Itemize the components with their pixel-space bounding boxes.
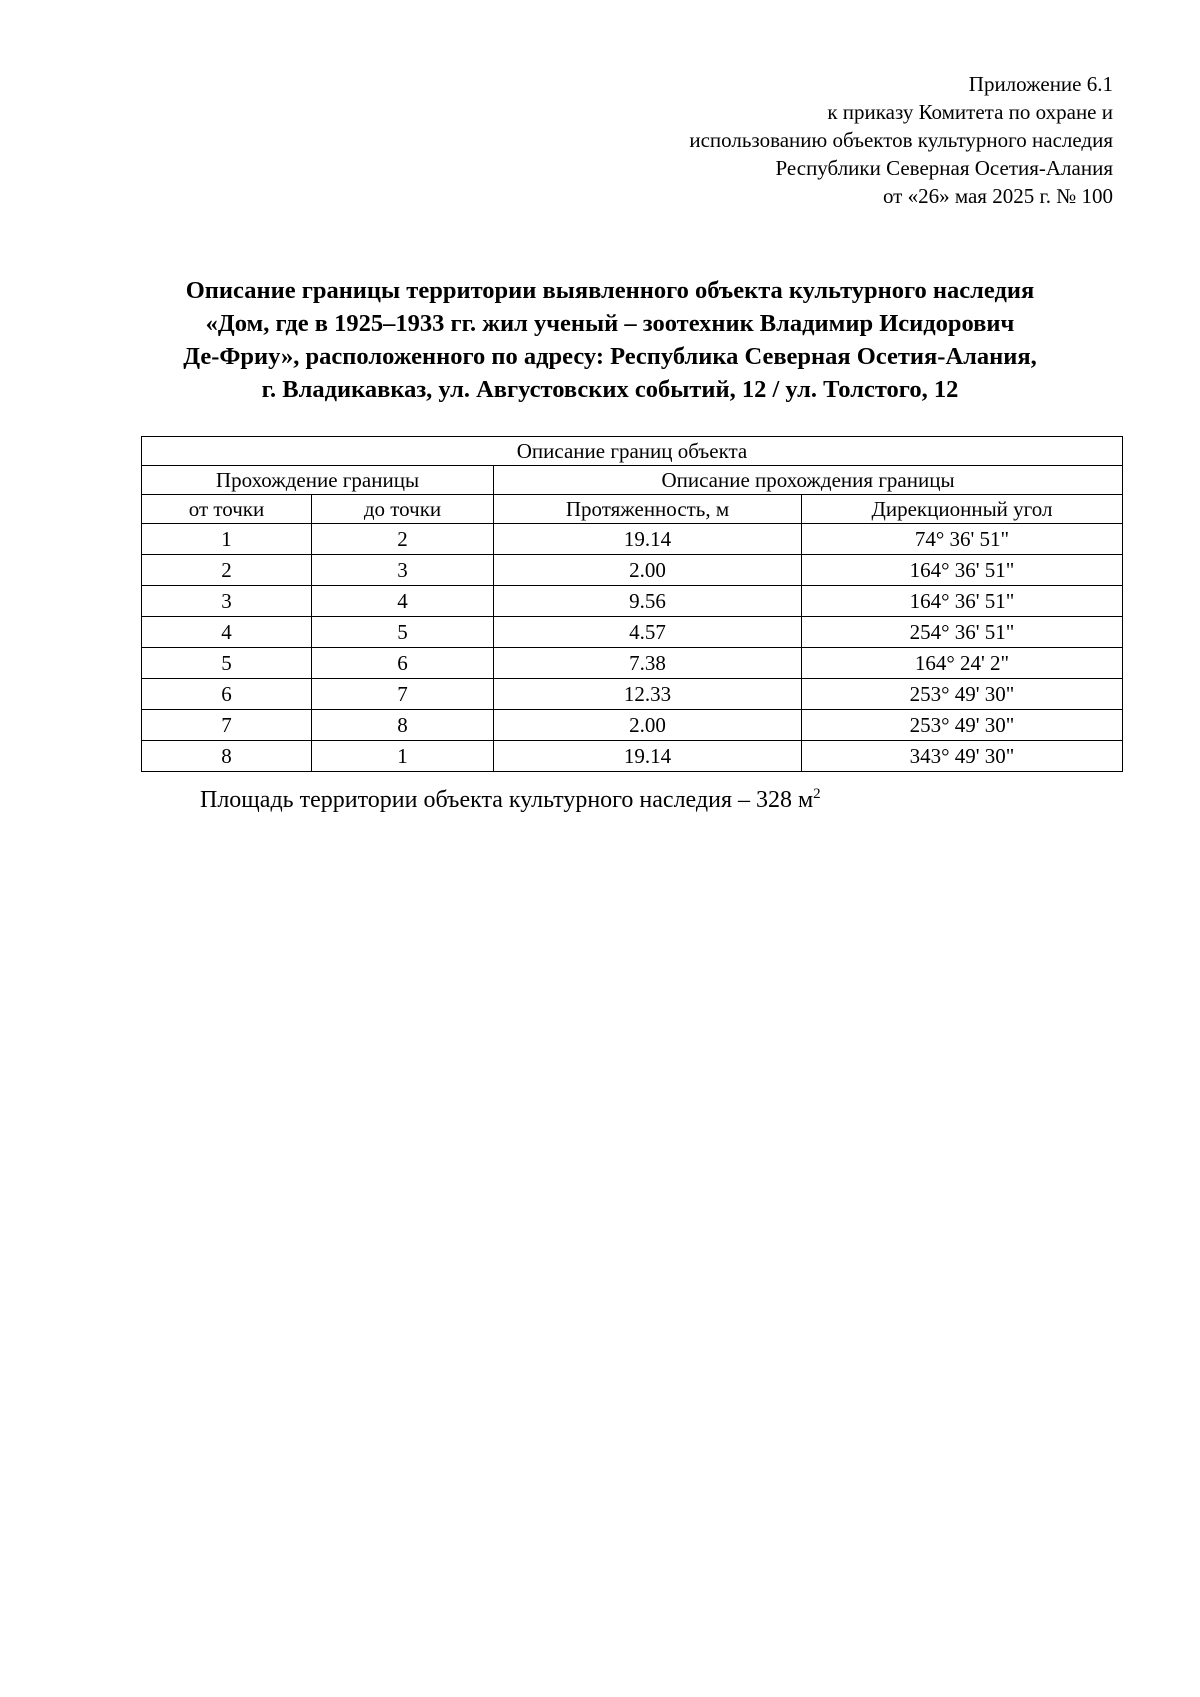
table-row xyxy=(142,648,1123,679)
title-line: г. Владикавказ, ул. Августовских событий, 12 / ул. Толстого, 12 xyxy=(261,376,959,403)
table-row xyxy=(142,679,1123,710)
column-header-to: до точки xyxy=(312,495,494,524)
cell-length: 9.56 xyxy=(494,586,802,617)
cell-angle: 253° 49' 30" xyxy=(802,679,1123,710)
area-unit-superscript: 2 xyxy=(813,786,821,802)
table-column-header-row xyxy=(142,495,1123,524)
column-header-angle: Дирекционный угол xyxy=(802,495,1123,524)
cell-length: 7.38 xyxy=(494,648,802,679)
cell-length: 19.14 xyxy=(494,741,802,772)
annex-line: использованию объектов культурного наследия xyxy=(689,128,1113,152)
table-row xyxy=(142,710,1123,741)
cell-angle: 343° 49' 30" xyxy=(802,741,1123,772)
area-text: Площадь территории объекта культурного наследия – 328 м xyxy=(200,787,814,813)
annex-line: от «26» мая 2025 г. № 100 xyxy=(882,184,1113,208)
cell-angle: 74° 36' 51" xyxy=(802,524,1123,555)
column-header-length: Протяженность, м xyxy=(494,495,802,524)
cell-length: 2.00 xyxy=(494,710,802,741)
cell-to: 7 xyxy=(312,679,494,710)
cell-angle: 253° 49' 30" xyxy=(802,710,1123,741)
table-group-header-row xyxy=(142,466,1123,495)
cell-to: 6 xyxy=(312,648,494,679)
annex-line: Приложение 6.1 xyxy=(968,72,1113,96)
document-title xyxy=(130,274,1090,406)
cell-length: 4.57 xyxy=(494,617,802,648)
boundary-table xyxy=(141,436,1123,772)
cell-to: 5 xyxy=(312,617,494,648)
cell-to: 2 xyxy=(312,524,494,555)
cell-from: 1 xyxy=(142,524,312,555)
column-header-from: от точки xyxy=(142,495,312,524)
table-caption: Описание границ объекта xyxy=(142,437,1123,466)
annex-line: к приказу Комитета по охране и xyxy=(827,100,1113,124)
cell-to: 3 xyxy=(312,555,494,586)
annex-line: Республики Северная Осетия-Алания xyxy=(775,156,1113,180)
cell-length: 2.00 xyxy=(494,555,802,586)
cell-angle: 164° 36' 51" xyxy=(802,555,1123,586)
cell-length: 19.14 xyxy=(494,524,802,555)
cell-from: 5 xyxy=(142,648,312,679)
cell-angle: 164° 24' 2" xyxy=(802,648,1123,679)
cell-to: 8 xyxy=(312,710,494,741)
table-caption-row xyxy=(142,437,1123,466)
header-passage: Прохождение границы xyxy=(142,466,494,495)
title-line: Описание границы территории выявленного объекта культурного наследия xyxy=(185,277,1035,304)
annex-block xyxy=(689,70,1113,210)
cell-length: 12.33 xyxy=(494,679,802,710)
title-line: Де-Фриу», расположенного по адресу: Республика Северная Осетия-Алания, xyxy=(183,343,1037,370)
table-row xyxy=(142,555,1123,586)
table-row xyxy=(142,586,1123,617)
cell-angle: 164° 36' 51" xyxy=(802,586,1123,617)
table-row xyxy=(142,617,1123,648)
table-row xyxy=(142,741,1123,772)
table-row xyxy=(142,524,1123,555)
header-description: Описание прохождения границы xyxy=(494,466,1123,495)
cell-from: 4 xyxy=(142,617,312,648)
area-statement xyxy=(200,785,821,815)
cell-from: 6 xyxy=(142,679,312,710)
cell-to: 4 xyxy=(312,586,494,617)
cell-from: 7 xyxy=(142,710,312,741)
title-line: «Дом, где в 1925–1933 гг. жил ученый – зоотехник Владимир Исидорович xyxy=(205,310,1015,337)
cell-angle: 254° 36' 51" xyxy=(802,617,1123,648)
cell-from: 3 xyxy=(142,586,312,617)
cell-from: 8 xyxy=(142,741,312,772)
cell-from: 2 xyxy=(142,555,312,586)
cell-to: 1 xyxy=(312,741,494,772)
